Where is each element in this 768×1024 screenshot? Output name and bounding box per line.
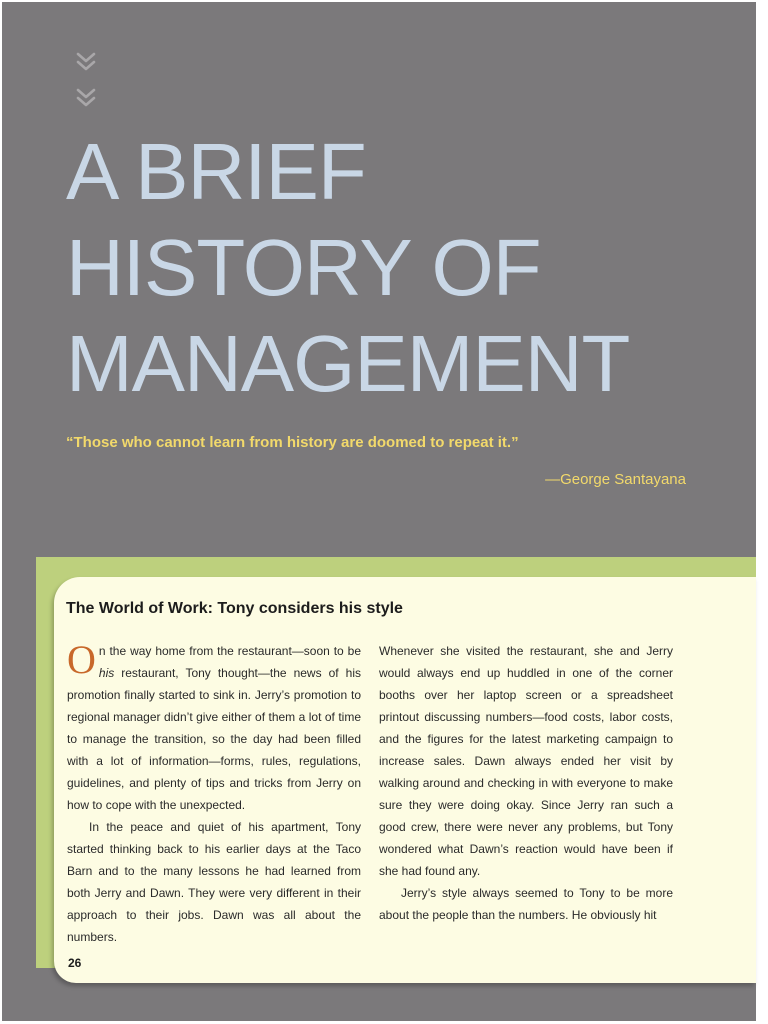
- paragraph: [67, 637, 361, 816]
- title-line-1: A BRIEF: [66, 127, 366, 216]
- paragraph-rest: restaurant, Tony thought—the news of his promotion finally started to sink in. Jerry’s promotion to regional manager didn’t give either of them a lot of time to manage the transition, so the day had been filled with a lot of information—forms, rules, regulations, guidelines, and plenty of tips and tricks from Jerry on how to cope with the unexpected.: [67, 666, 361, 812]
- epigraph-quote: “Those who cannot learn from history are doomed to repeat it.”: [66, 434, 519, 451]
- emphasis: his: [98, 666, 115, 680]
- page-number: 26: [68, 956, 82, 970]
- paragraph: Whenever she visited the restaurant, she and Jerry would always end up huddled in one of the corner booths over her laptop screen or a spreadsheet printout discussing numbers—food costs, labor costs, and the figures for the latest marketing campaign to increase sales. Dawn always ended her visit by walking around and checking in with everyone to make sure they were doing okay. Since Jerry ran such a good crew, there were never any problems, but Tony wondered what Dawn’s reaction would have been if she had found any.: [379, 644, 673, 878]
- paragraph: Jerry’s style always seemed to Tony to be more about the people than the numbers. He obviously hit: [379, 886, 673, 922]
- title-line-3: MANAGEMENT: [66, 319, 630, 408]
- drop-cap: O: [67, 637, 96, 682]
- title-line-2: HISTORY OF: [66, 223, 541, 312]
- chapter-title: [66, 124, 629, 412]
- epigraph-attribution: —George Santayana: [545, 471, 686, 488]
- feature-box-title: The World of Work: Tony considers his style: [66, 600, 403, 617]
- paragraph-lead: n the way home from the restaurant—soon to be: [98, 644, 361, 658]
- double-chevron-down-icon: [74, 50, 102, 112]
- feature-column-left: [67, 637, 361, 948]
- paragraph: In the peace and quiet of his apartment, Tony started thinking back to his earlier days at the Taco Barn and to the many lessons he had learned from both Jerry and Dawn. They were very different in their approach to their jobs. Dawn was all about the numbers.: [67, 820, 361, 944]
- feature-column-right: [379, 640, 673, 926]
